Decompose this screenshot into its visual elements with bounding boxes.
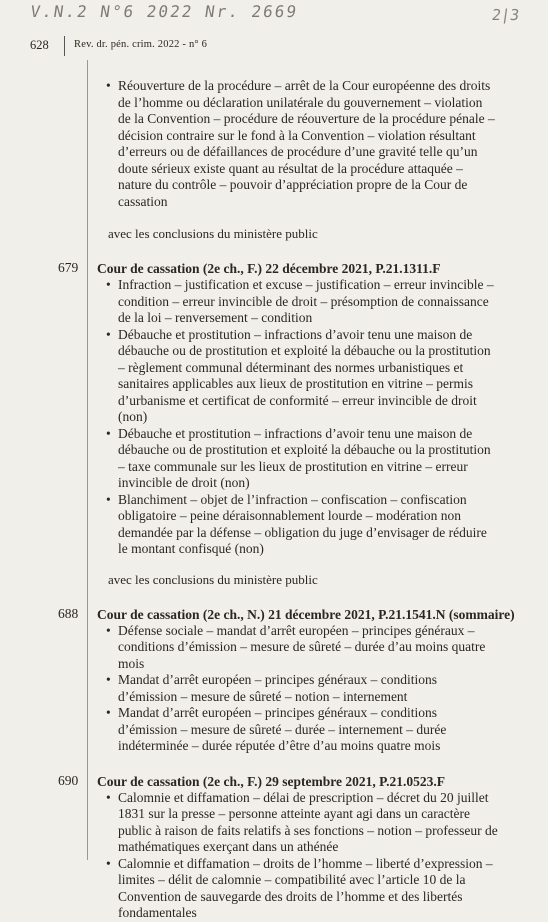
entry-number: 679 (58, 260, 79, 275)
document-body (0, 78, 548, 922)
entry-679 (0, 260, 548, 588)
keyword-list (0, 277, 548, 558)
keyword-list (0, 623, 548, 755)
entry-number: 688 (58, 605, 79, 621)
entry-title: Cour de cassation (2e ch., F.) 22 décembre 2021, P.21.1311.F (97, 261, 441, 276)
conclusion-note: avec les conclusions du ministère public (108, 226, 318, 241)
keyword-item: • Calomnie et diffamation – délai de prescription – décret du 20 juillet 1831 sur la presse – personne atteinte ayant agi dans un caractère public à raison de faits relatifs à ses fonctions – notion – professeur de mathématiques exerçant dans un athénée (118, 790, 498, 856)
entry-title: Cour de cassation (2e ch., N.) 21 décembre 2021, P.21.1541.N (sommaire) (97, 606, 515, 622)
handwritten-annotation: V.N.2 N°6 2022 Nr. 2669 (29, 2, 300, 21)
keyword-list (0, 790, 548, 922)
keyword-list (0, 78, 548, 210)
page-number: 628 (30, 38, 49, 52)
keyword-item: • Blanchiment – objet de l’infraction – confiscation – confiscation obligatoire – peine déraisonnablement lourde – modération non demandée par la défense – obligation du juge d’envisager de réduire le montant confisqué (non) (118, 492, 498, 558)
entry-690 (0, 773, 548, 922)
keyword-item: • Défense sociale – mandat d’arrêt européen – principes généraux – conditions d’émission – mesure de sûreté – durée d’au moins quatre mois (118, 623, 498, 673)
running-head: Rev. dr. pén. crim. 2022 - n° 6 (74, 39, 208, 50)
keyword-item: • Débauche et prostitution – infractions d’avoir tenu une maison de débauche ou de prostitution et exploité la débauche ou la prostitution – règlement communal déterminant des normes urbanistiques et sanitaires applicables aux lieux de prostitution en vitrine – permis d’urbanisme et certificat de conformité – erreur invincible de droit (non) (118, 327, 498, 426)
keyword-item: • Mandat d’arrêt européen – principes généraux – conditions d’émission – mesure de sûreté – notion – internement (118, 672, 498, 705)
handwritten-corner-note: 2|3 (490, 6, 521, 24)
keyword-item: • Débauche et prostitution – infractions d’avoir tenu une maison de débauche ou de prostitution et exploité la débauche ou la prostitution – taxe communale sur les lieux de prostitution en vitrine – erreur invincible de droit (non) (118, 426, 498, 492)
entry-number: 690 (58, 772, 79, 788)
page-header (0, 36, 548, 58)
header-divider (64, 36, 65, 56)
entry-688 (0, 606, 548, 755)
conclusion-note: avec les conclusions du ministère public (108, 571, 318, 587)
keyword-item: • Infraction – justification et excuse – justification – erreur invincible – condition – erreur invincible de droit – présomption de connaissance de la loi – renversement – condition (118, 277, 498, 327)
entry-title: Cour de cassation (2e ch., F.) 29 septembre 2021, P.21.0523.F (97, 773, 445, 789)
entry-continuation (0, 78, 548, 242)
keyword-item: • Calomnie et diffamation – droits de l’homme – liberté d’expression – limites – délit de calomnie – compatibilité avec l’article 10 de la Convention de sauvegarde des droits de l’homme et des libertés fondamentales (118, 856, 498, 922)
keyword-item: • Réouverture de la procédure – arrêt de la Cour européenne des droits de l’homme ou déclaration unilatérale du gouvernement – violation de la Convention – procédure de réouverture de la procédure pénale – décision contraire sur le fond à la Convention – violation résultant d’erreurs ou de défaillances de procédure d’une gravité telle qu’un doute sérieux existe quant au résultat de la procédure attaquée – nature du contrôle – pouvoir d’appréciation propre de la Cour de cassation (118, 78, 498, 210)
keyword-item: • Mandat d’arrêt européen – principes généraux – conditions d’émission – mesure de sûreté – durée – internement – durée indéterminée – durée réputée d’être d’au moins quatre mois (118, 705, 498, 755)
